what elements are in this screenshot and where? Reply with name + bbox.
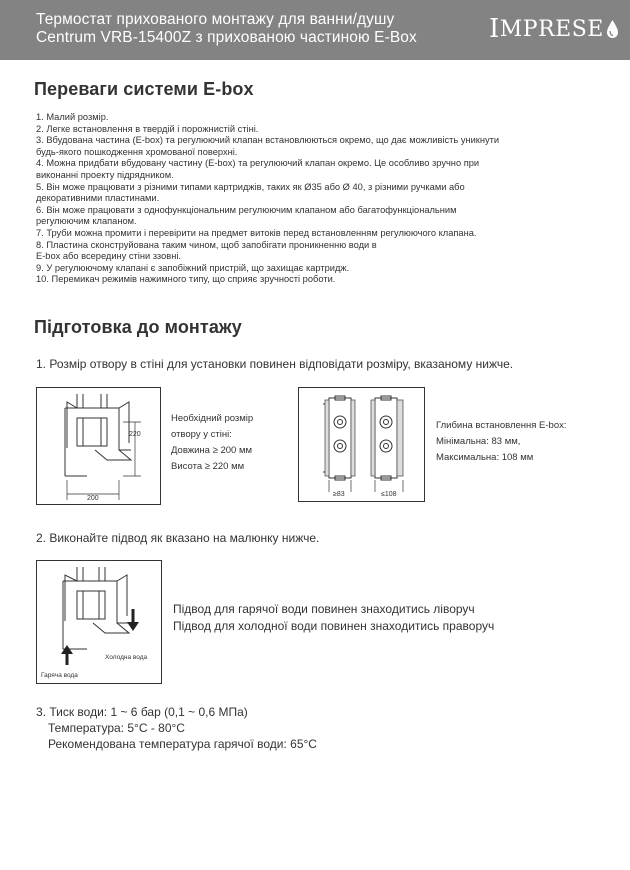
- list-item: будь-якого пошкодження хромованої поверхні.: [36, 146, 238, 157]
- wall-opening-caption: [171, 411, 253, 475]
- step-2-text: 2. Виконайте підвод як вказано на малюнку нижче.: [36, 531, 320, 545]
- caption-line: Підвод для гарячої води повинен знаходитись ліворуч: [173, 602, 475, 616]
- title-line-1: Термостат прихованого монтажу для ванни/душу: [36, 11, 395, 28]
- list-item: 10. Перемикач режимів нажимного типу, що сприяє зручності роботи.: [36, 274, 336, 285]
- caption-line: Необхідний розмір: [171, 413, 254, 424]
- caption-line: Глибина встановлення E-box:: [436, 420, 567, 431]
- wall-opening-drawing: [37, 388, 160, 504]
- list-item: 7. Труби можна промити і перевірити на предмет витоків перед встановленням регулюючого клапана.: [36, 227, 477, 238]
- water-supply-diagram: [36, 560, 162, 684]
- header-bar: [0, 0, 630, 60]
- step-3-text: [36, 704, 317, 752]
- caption-line: отвору у стіні:: [171, 429, 232, 440]
- water-supply-drawing: [37, 561, 161, 683]
- dim-width-label: 200: [87, 495, 99, 502]
- list-item: виконанні проекту підрядником.: [36, 169, 174, 180]
- caption-line: Мінімальна: 83 мм,: [436, 436, 521, 447]
- list-item: 8. Пластина сконструйована таким чином, щоб запобігати проникненню води в: [36, 239, 377, 250]
- caption-line: Підвод для холодної води повинен знаходитись праворуч: [173, 619, 495, 633]
- list-item: E-box або всередину стіни ззовні.: [36, 251, 181, 262]
- hot-water-label: Гаряча вода: [41, 672, 78, 679]
- caption-line: Висота ≥ 220 мм: [171, 461, 245, 472]
- brand-rest: MPRESE: [499, 16, 604, 42]
- title-line-2: Centrum VRB-15400Z з прихованою частиною E-Box: [36, 29, 417, 46]
- installation-depth-drawing: [299, 388, 424, 501]
- dim-height-label: 220: [129, 431, 141, 438]
- list-item: 6. Він може працювати з однофункціональним регулюючим клапаном або багатофункціональним: [36, 204, 457, 215]
- caption-line: Довжина ≥ 200 мм: [171, 445, 253, 456]
- installation-depth-diagram: [298, 387, 425, 502]
- list-item: 1. Малий розмір.: [36, 112, 109, 122]
- list-item: регулюючим клапаном.: [36, 216, 137, 227]
- list-item: 4. Можна придбати вбудовану частину (E-box) та регулюючий клапан окремо. Це особливо зручно при: [36, 158, 480, 169]
- installation-depth-caption: [436, 418, 567, 466]
- wall-opening-diagram: [36, 387, 161, 505]
- depth-max-label: ≤108: [381, 491, 397, 498]
- brand-initial: I: [489, 14, 500, 44]
- depth-min-label: ≥83: [333, 491, 345, 498]
- list-item: 3. Вбудована частина (E-box) та регулюючий клапан встановлюються окремо, що дає можливість уникнути: [36, 135, 500, 146]
- list-item: декоративними пластинами.: [36, 193, 160, 204]
- preparation-heading: Підготовка до монтажу: [34, 317, 242, 337]
- water-drop-icon: [606, 19, 619, 39]
- document-title: [36, 11, 417, 47]
- list-item: 2. Легке встановлення в твердій і порожнистій стіні.: [36, 123, 259, 134]
- caption-line: Максимальна: 108 мм: [436, 452, 534, 463]
- pressure-line: 3. Тиск води: 1 ~ 6 бар (0,1 ~ 0,6 МПа): [36, 705, 248, 719]
- step-1-text: 1. Розмір отвору в стіні для установки повинен відповідати розміру, вказаному нижче.: [36, 357, 514, 371]
- brand-logo: [489, 14, 619, 44]
- list-item: 9. У регулюючому клапані є запобіжний пристрій, що захищає картридж.: [36, 262, 350, 273]
- list-item: 5. Він може працювати з різними типами картриджів, таких як Ø35 або Ø 40, з різними ручками або: [36, 181, 465, 192]
- water-supply-caption: [173, 601, 494, 635]
- recommended-temperature-line: Рекомендована температура гарячої води: 65°C: [48, 737, 317, 751]
- cold-water-label: Холодна вода: [105, 654, 148, 661]
- advantages-list: [36, 112, 596, 286]
- advantages-heading: Переваги системи E-box: [34, 79, 254, 99]
- temperature-line: Температура: 5°C - 80°C: [48, 721, 185, 735]
